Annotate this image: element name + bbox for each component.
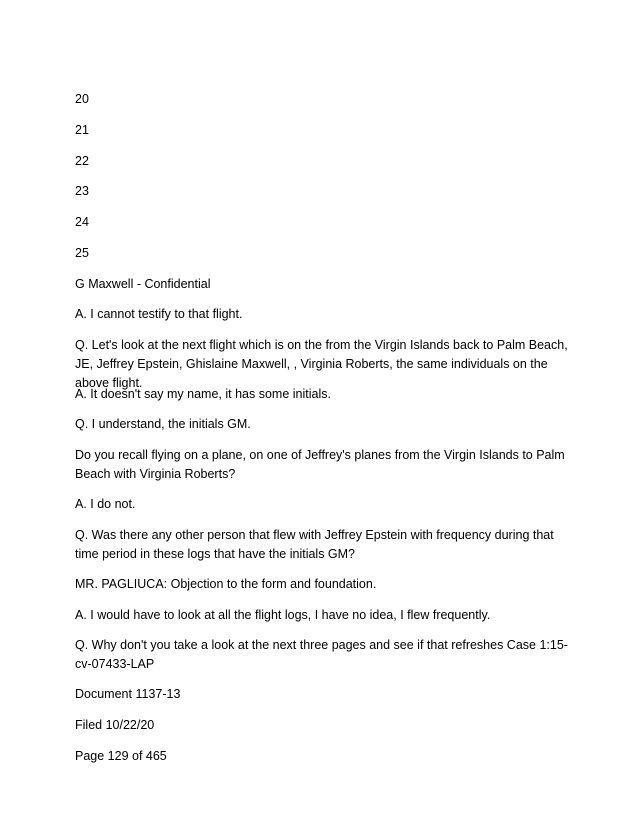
line-number: 21 [75,123,89,137]
line-number: 25 [75,246,89,260]
paragraph: A. I do not. [75,497,136,511]
confidential-header: G Maxwell - Confidential [75,277,211,291]
document-number: Document 1137-13 [75,687,181,701]
paragraph: A. I cannot testify to that flight. [75,307,243,321]
paragraph: MR. PAGLIUCA: Objection to the form and foundation. [75,577,377,591]
line-number: 24 [75,215,89,229]
paragraph: Q. I understand, the initials GM. [75,417,251,431]
line-number: 22 [75,154,89,168]
page-number: Page 129 of 465 [75,749,167,763]
paragraph: Do you recall flying on a plane, on one of Jeffrey's planes from the Virgin Islands to Palm Beach with Virginia Roberts? [75,448,565,481]
line-number: 20 [75,92,89,106]
paragraph: A. It doesn't say my name, it has some initials. [75,387,331,401]
filed-date: Filed 10/22/20 [75,718,155,732]
paragraph: Q. Why don't you take a look at the next three pages and see if that refreshes Case 1:15-cv-07433-LAP [75,638,568,671]
paragraph: Q. Let's look at the next flight which is on the from the Virgin Islands back to Palm Beach, JE, Jeffrey Epstein, Ghislaine Maxwell, , Virginia Roberts, the same individuals on the above flight. [75,338,568,390]
line-number: 23 [75,184,89,198]
paragraph: A. I would have to look at all the flight logs, I have no idea, I flew frequently. [75,608,491,622]
paragraph: Q. Was there any other person that flew with Jeffrey Epstein with frequency during that time period in these logs that have the initials GM? [75,528,554,561]
